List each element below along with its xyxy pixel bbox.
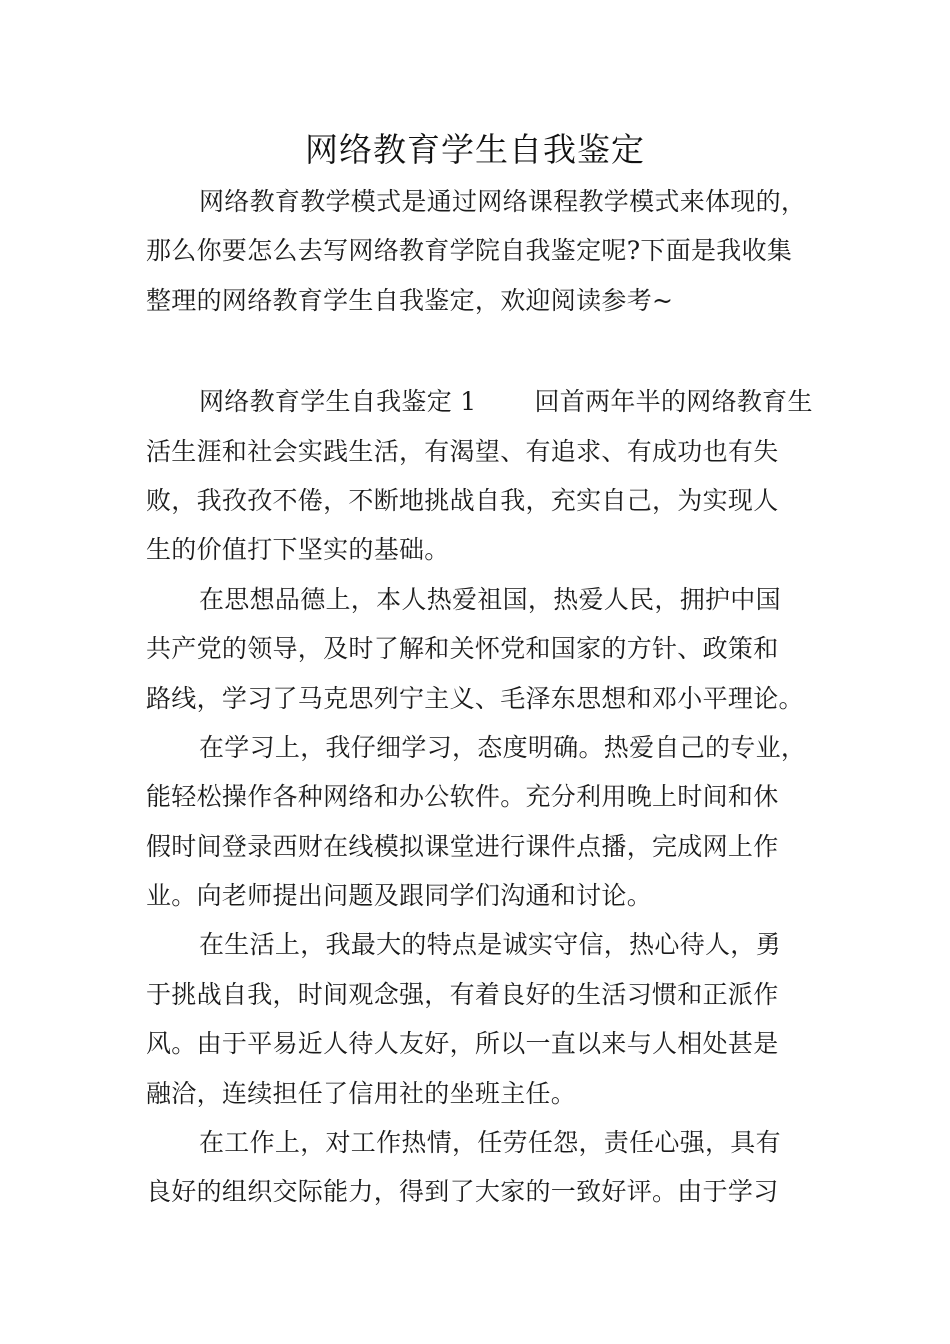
intro-line: 网络教育教学模式是通过网络课程教学模式来体现的， [199, 187, 807, 216]
paragraph-line: 于挑战自我，时间观念强，有着良好的生活习惯和正派作 [146, 979, 779, 1009]
paragraph-line: 在生活上，我最大的特点是诚实守信，热心待人，勇 [199, 930, 781, 960]
paragraph-line: 假时间登录西财在线模拟课堂进行课件点播，完成网上作 [146, 831, 779, 861]
page-title: 网络教育学生自我鉴定 [305, 130, 645, 169]
paragraph-line: 融洽，连续担任了信用社的坐班主任。 [146, 1078, 577, 1108]
section1-text: 回首两年半的网络教育生 [534, 387, 813, 417]
section-spacer [146, 325, 822, 377]
paragraph-line: 业。向老师提出问题及跟同学们沟通和讨论。 [146, 881, 653, 911]
paragraph-line: 共产党的领导，及时了解和关怀党和国家的方针、政策和 [146, 634, 779, 664]
paragraph-line: 在学习上，我仔细学习，态度明确。热爱自己的专业， [199, 732, 807, 762]
study-paragraph [146, 723, 822, 921]
paragraph-line: 在思想品德上，本人热爱祖国，热爱人民，拥护中国 [199, 584, 781, 614]
intro-line: 整理的网络教育学生自我鉴定，欢迎阅读参考~ [146, 285, 674, 315]
work-paragraph [146, 1118, 822, 1217]
paragraph-line: 败，我孜孜不倦，不断地挑战自我，充实自己，为实现人 [146, 485, 779, 515]
document-body [146, 177, 822, 1217]
intro-paragraph [146, 177, 822, 325]
paragraph-line: 路线，学习了马克思列宁主义、毛泽东思想和邓小平理论。 [146, 683, 804, 713]
paragraph-line: 生的价值打下坚实的基础。 [146, 535, 450, 565]
paragraph-line: 活生涯和社会实践生活，有渴望、有追求、有成功也有失 [146, 436, 779, 466]
paragraph-line: 在工作上，对工作热情，任劳任怨，责任心强，具有 [199, 1128, 781, 1158]
ideology-paragraph [146, 575, 822, 723]
section1-first-line [146, 377, 822, 426]
paragraph-line: 风。由于平易近人待人友好，所以一直以来与人相处甚是 [146, 1029, 779, 1059]
life-paragraph [146, 920, 822, 1118]
intro-line: 那么你要怎么去写网络教育学院自我鉴定呢?下面是我收集 [146, 236, 793, 266]
section1-paragraph [146, 377, 822, 575]
paragraph-line: 良好的组织交际能力，得到了大家的一致好评。由于学习 [146, 1177, 779, 1207]
paragraph-line: 能轻松操作各种网络和办公软件。充分利用晚上时间和休 [146, 782, 779, 812]
section1-heading: 网络教育学生自我鉴定 1 [199, 387, 477, 417]
